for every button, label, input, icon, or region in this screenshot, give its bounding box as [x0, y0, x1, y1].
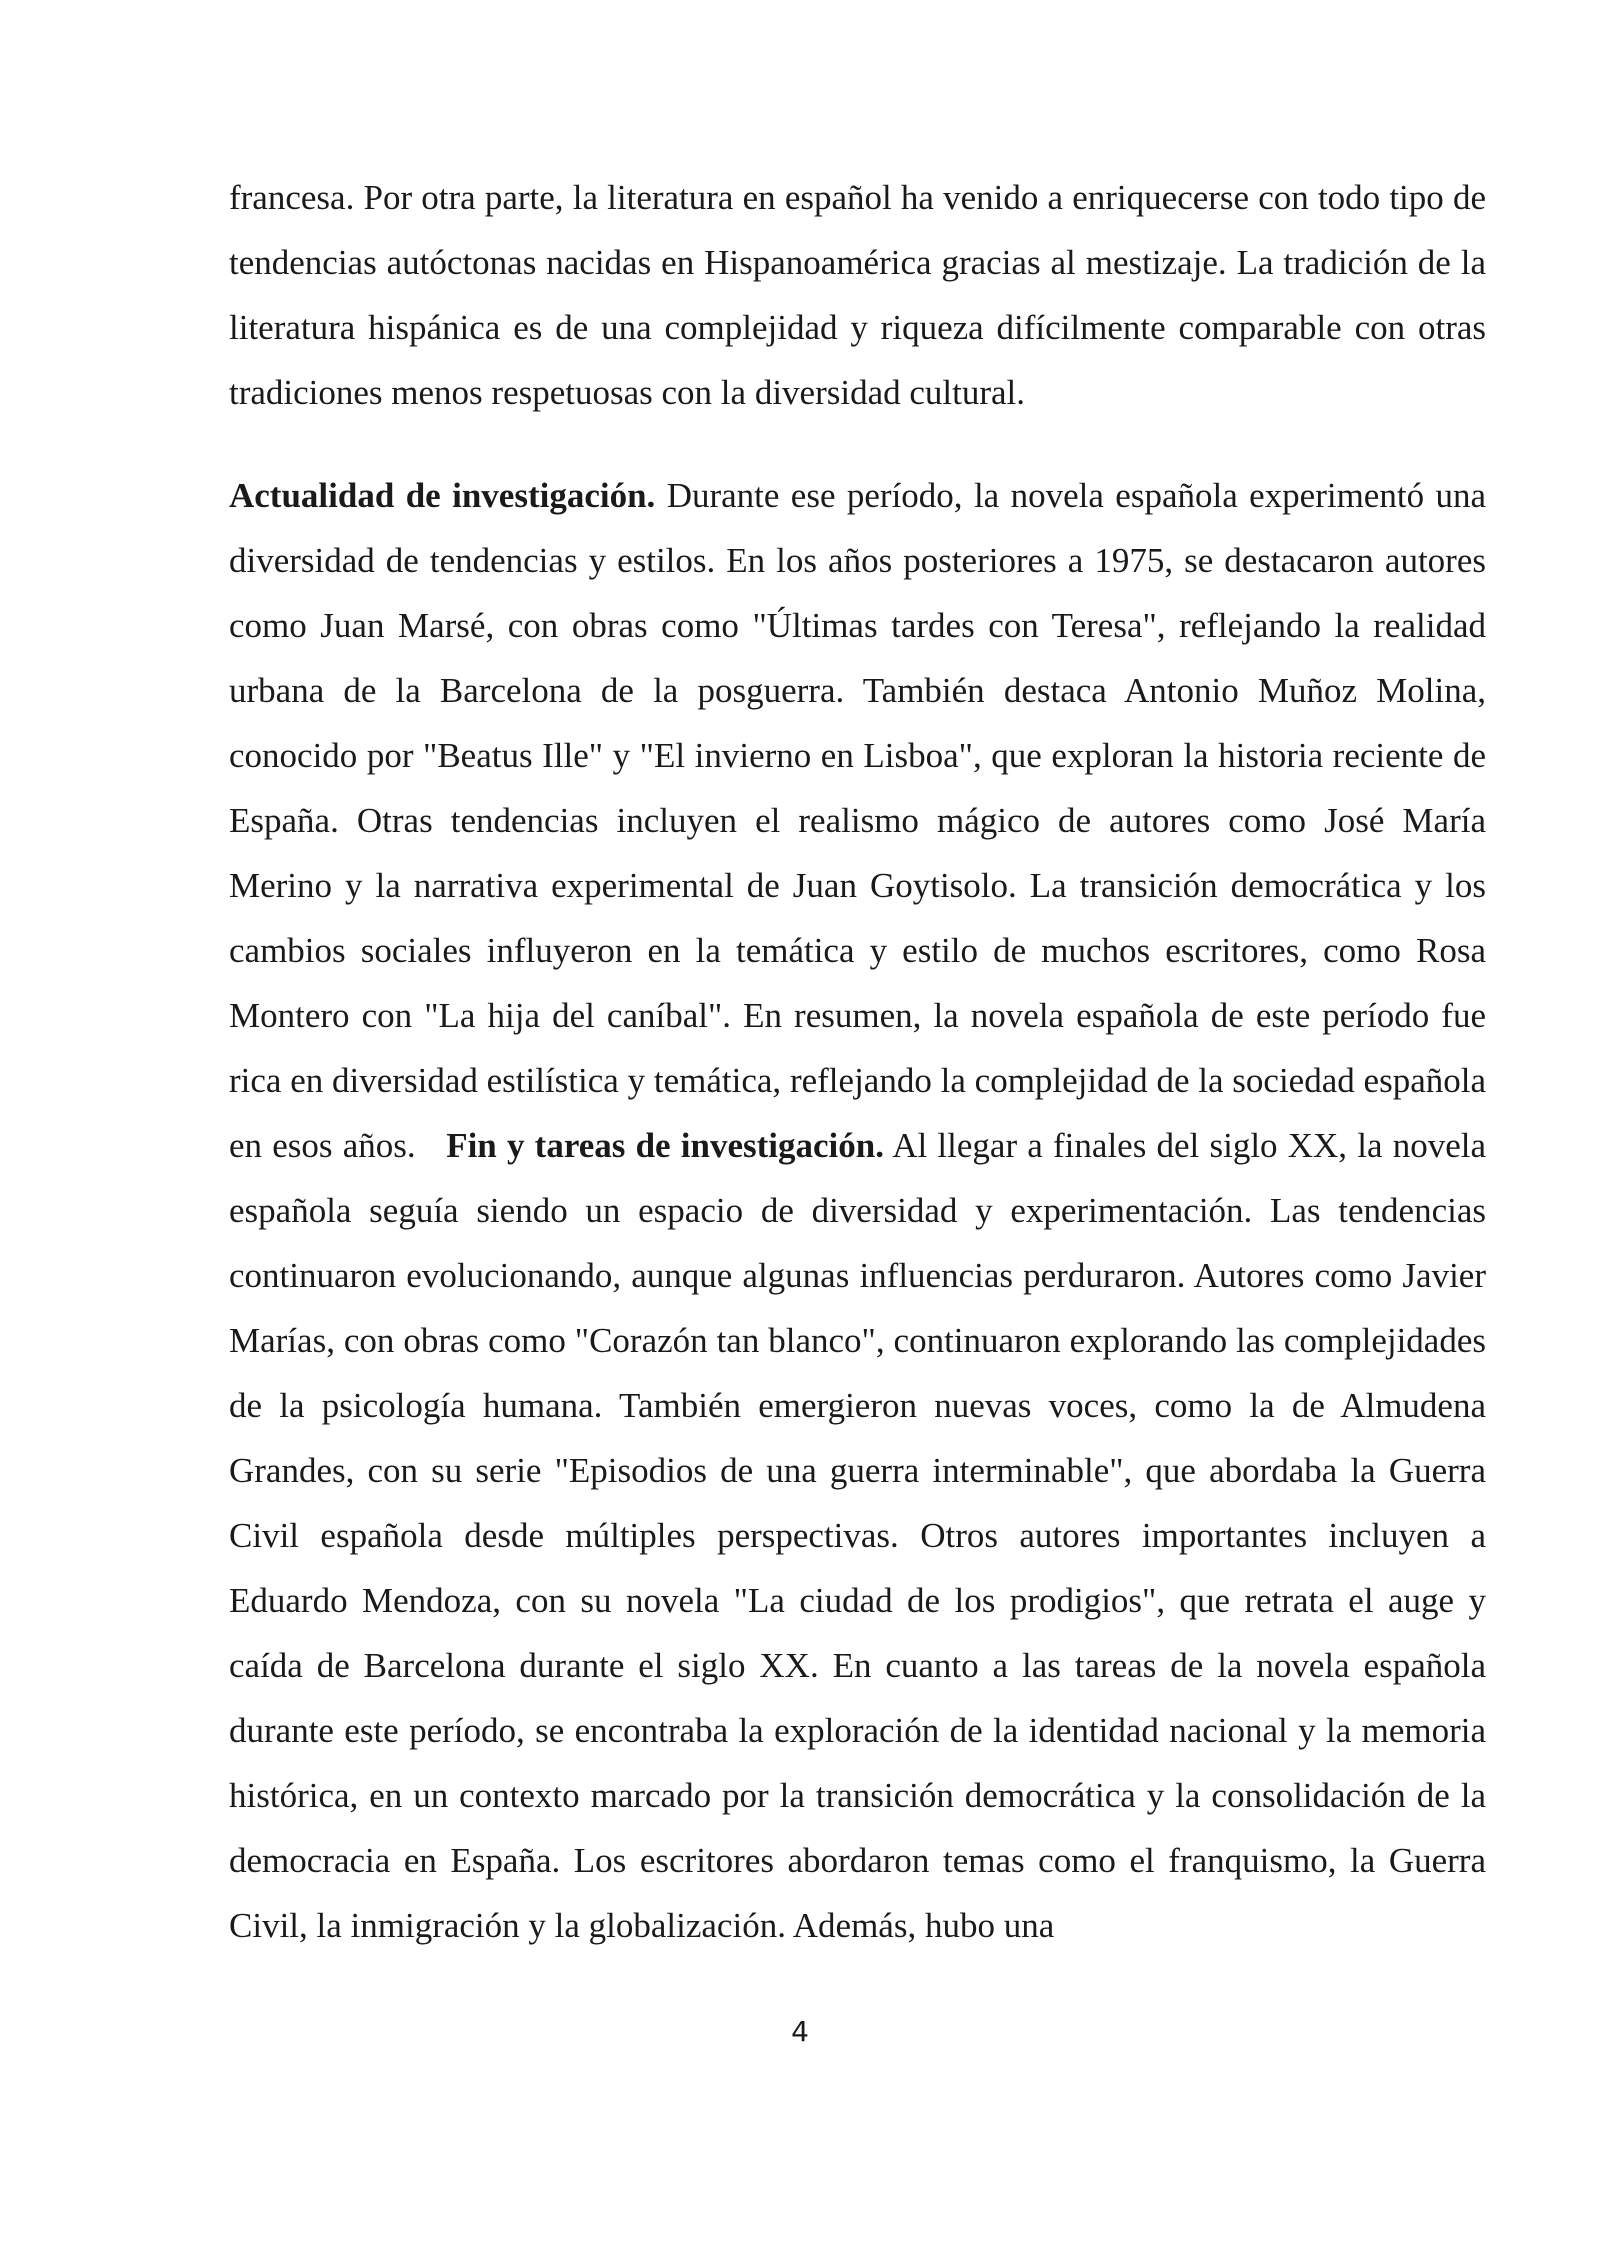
heading-fin-tareas: Fin y tareas de investigación.: [446, 1126, 884, 1165]
heading-actualidad: Actualidad de investigación.: [229, 476, 656, 515]
paragraph-intro: [229, 165, 1486, 425]
paragraph-actualidad-text: Durante ese período, la novela española experimentó una diversidad de tendencias y estilos. En los años posteriores a 1975, se destacaron autores como Juan Marsé, con obras como "Últimas tardes con Teresa", reflejando la realidad urbana de la Barcelona de la posguerra. También destaca Antonio Muñoz Molina, conocido por "Beatus Ille" y "El invierno en Lisboa", que exploran la historia reciente de España. Otras tendencias incluyen el realismo mágico de autores como José María Merino y la narrativa experimental de Juan Goytisolo. La transición democrática y los cambios sociales influyeron en la temática y estilo de muchos escritores, como Rosa Montero con "La hija del caníbal". En resumen, la novela española de este período fue rica en diversidad estilística y temática, reflejando la complejidad de la sociedad española en esos años.: [229, 476, 1486, 1165]
paragraph-intro-text: francesa. Por otra parte, la literatura en español ha venido a enriquecerse con todo tipo de tendencias autóctonas nacidas en Hispanoamérica gracias al mestizaje. La tradición de la literatura hispánica es de una complejidad y riqueza difícilmente comparable con otras tradiciones menos respetuosas con la diversidad cultural.: [229, 178, 1486, 412]
page-number: 4: [791, 2015, 809, 2048]
paragraph-research: [229, 463, 1486, 1958]
paragraph-research-body: [229, 463, 1486, 1958]
paragraph-fin-text: Al llegar a finales del siglo XX, la novela española seguía siendo un espacio de diversidad y experimentación. Las tendencias continuaron evolucionando, aunque algunas influencias perduraron. Autores como Javier Marías, con obras como "Corazón tan blanco", continuaron explorando las complejidades de la psicología humana. También emergieron nuevas voces, como la de Almudena Grandes, con su serie "Episodios de una guerra interminable", que abordaba la Guerra Civil española desde múltiples perspectivas. Otros autores importantes incluyen a Eduardo Mendoza, con su novela "La ciudad de los prodigios", que retrata el auge y caída de Barcelona durante el siglo XX. En cuanto a las tareas de la novela española durante este período, se encontraba la exploración de la identidad nacional y la memoria histórica, en un contexto marcado por la transición democrática y la consolidación de la democracia en España. Los escritores abordaron temas como el franquismo, la Guerra Civil, la inmigración y la globalización. Además, hubo una: [229, 1126, 1486, 1945]
